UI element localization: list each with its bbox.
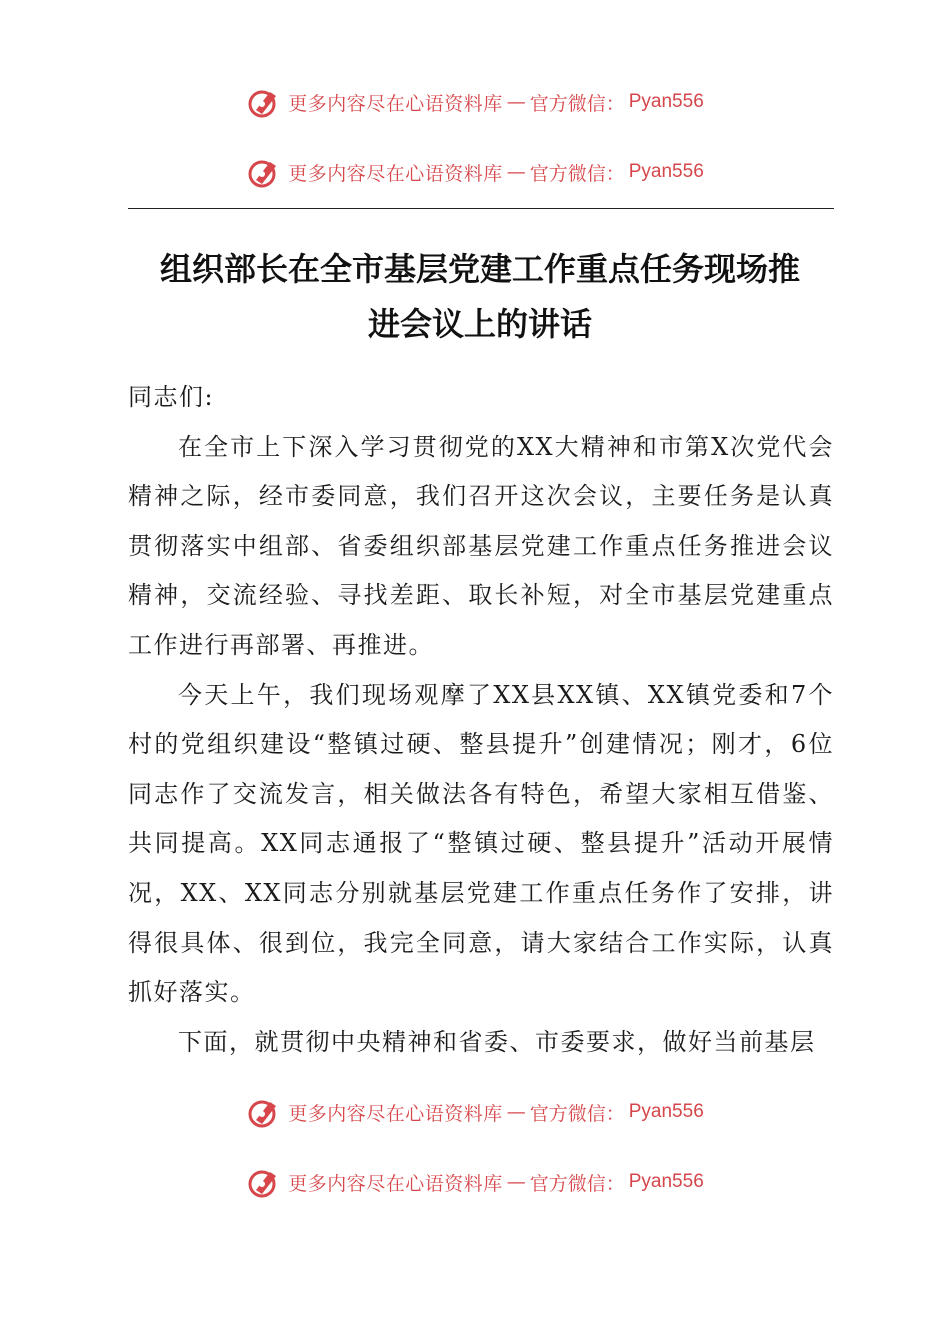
watermark-wechat-id: Pyan556 — [628, 1101, 704, 1122]
pen-nib-logo-icon — [246, 1094, 282, 1130]
document-title — [120, 242, 840, 352]
paragraph-1: 在全市上下深入学习贯彻党的XX大精神和市第X次党代会精神之际，经市委同意，我们召开这次会议，主要任务是认真贯彻落实中组部、省委组织部基层党建工作重点任务推进会议精神，交流经验、寻找差距、取长补短，对全市基层党建重点工作进行再部署、再推进。 — [128, 432, 834, 659]
watermark-text: 更多内容尽在心语资料库 — [288, 92, 503, 115]
title-line-1: 组织部长在全市基层党建工作重点任务现场推 — [159, 250, 800, 288]
paragraph-3: 下面，就贯彻中央精神和省委、市委要求，做好当前基层 — [178, 1027, 816, 1056]
watermark-text: 更多内容尽在心语资料库 — [288, 1102, 503, 1125]
header-divider — [128, 208, 834, 209]
watermark-wechat-id: Pyan556 — [628, 91, 704, 112]
watermark-wechat-id: Pyan556 — [628, 1171, 704, 1192]
watermark-wechat-label: 官方微信： — [529, 1172, 625, 1195]
pen-nib-logo-icon — [246, 154, 282, 190]
title-line-2: 进会议上的讲话 — [367, 305, 592, 343]
watermark-banner-top-2 — [0, 150, 950, 194]
watermark-banner-top-1 — [0, 80, 950, 124]
pen-nib-logo-icon — [246, 1164, 282, 1200]
watermark-separator: — — [506, 91, 526, 113]
watermark-wechat-id: Pyan556 — [628, 161, 704, 182]
paragraph-2: 今天上午，我们现场观摩了XX县XX镇、XX镇党委和7个村的党组织建设“整镇过硬、整县提升”创建情况；刚才，6位同志作了交流发言，相关做法各有特色，希望大家相互借鉴、共同提高。XX同志通报了“整镇过硬、整县提升”活动开展情况，XX、XX同志分别就基层党建工作重点任务作了安排，讲得很具体、很到位，我完全同意，请大家结合工作实际，认真抓好落实。 — [128, 680, 834, 1007]
salutation: 同志们: — [128, 383, 215, 411]
watermark-separator: — — [506, 1171, 526, 1193]
watermark-banner-bottom-1 — [0, 1090, 950, 1134]
watermark-banner-bottom-2 — [0, 1160, 950, 1204]
document-body — [128, 373, 834, 1067]
watermark-text: 更多内容尽在心语资料库 — [288, 1172, 503, 1195]
watermark-text: 更多内容尽在心语资料库 — [288, 162, 503, 185]
pen-nib-logo-icon — [246, 84, 282, 120]
watermark-separator: — — [506, 161, 526, 183]
watermark-separator: — — [506, 1101, 526, 1123]
watermark-wechat-label: 官方微信： — [529, 162, 625, 185]
watermark-wechat-label: 官方微信： — [529, 92, 625, 115]
watermark-wechat-label: 官方微信： — [529, 1102, 625, 1125]
